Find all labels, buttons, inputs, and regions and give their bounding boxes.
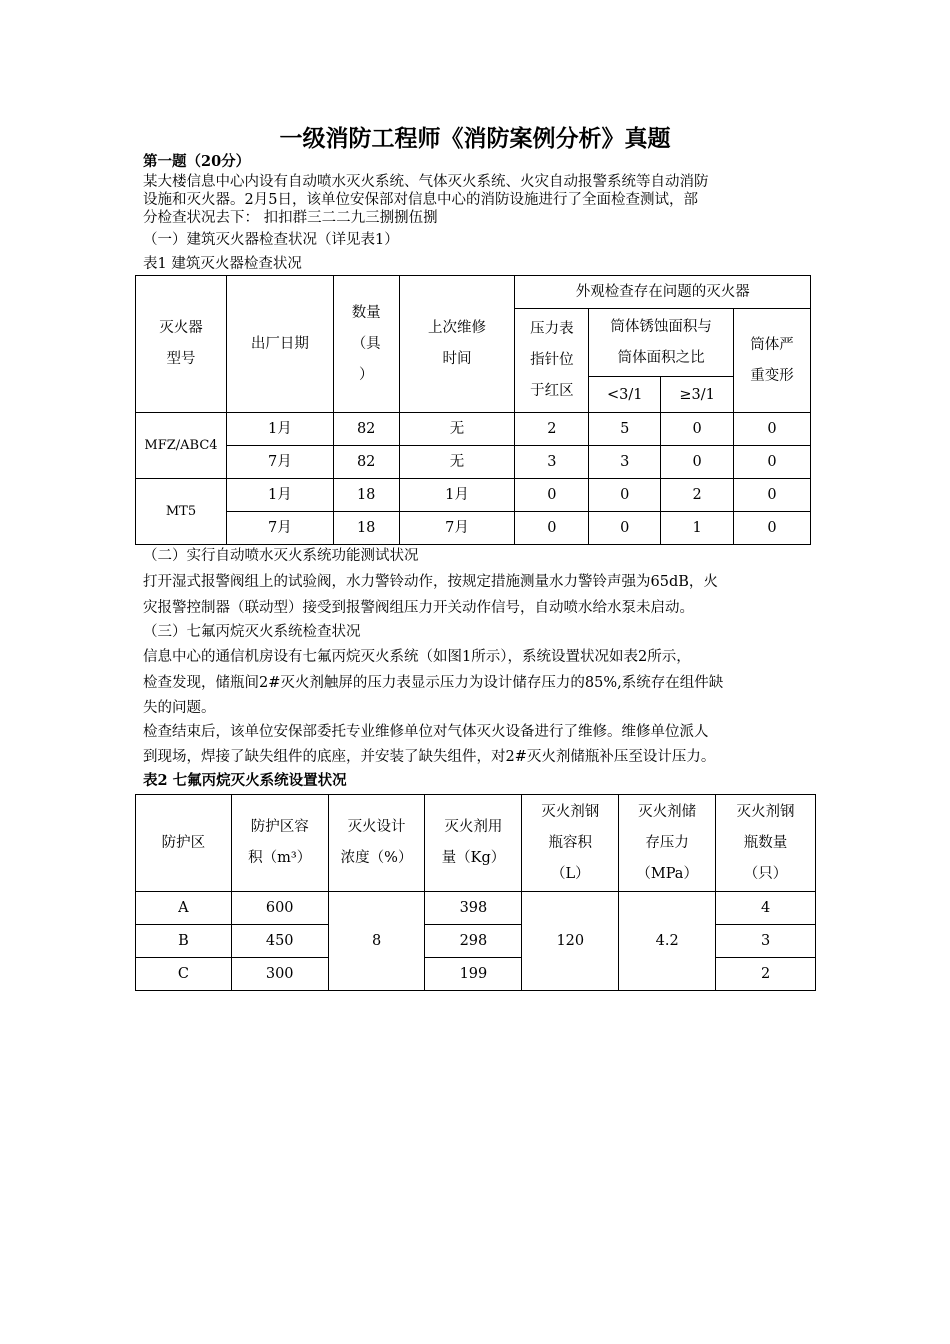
cell-pressure: 0 [515,479,589,512]
cell-deformation: 0 [734,413,811,446]
cell-volume: 600 [231,892,328,925]
cell-pressure: 0 [515,512,589,545]
header-bottle-volume: 灭火剂钢 瓶容积 （L） [522,795,619,892]
cell-zone: C [136,958,232,991]
cell-corrosion-lt: 3 [589,446,661,479]
cell-zone: B [136,925,232,958]
cell-agent-amount: 298 [425,925,522,958]
extinguisher-table [135,275,811,545]
cell-maintenance: 无 [399,413,515,446]
header-zone: 防护区 [136,795,232,892]
header-maintenance: 上次维修 时间 [399,276,515,413]
cell-agent-amount: 199 [425,958,522,991]
cell-deformation: 0 [734,512,811,545]
cell-bottle-volume: 120 [522,892,619,991]
cell-corrosion-ge: 2 [661,479,734,512]
cell-quantity: 18 [333,479,399,512]
cell-deformation: 0 [734,446,811,479]
table-caption: 表1 建筑灭火器检查状况 [143,256,302,272]
cell-quantity: 82 [333,446,399,479]
cell-bottle-count: 2 [716,958,816,991]
header-corrosion-ratio: 筒体锈蚀面积与 筒体面积之比 [589,309,734,377]
table-row [136,512,811,545]
table-row [136,892,816,925]
cell-bottle-count: 4 [716,892,816,925]
header-corrosion-ge: ≥3/1 [661,377,734,413]
cell-type: MT5 [136,479,227,545]
cell-zone: A [136,892,232,925]
header-corrosion-lt: <3/1 [589,377,661,413]
header-agent-amount: 灭火剂用 量（Kg） [425,795,522,892]
intro-line: 设施和灭火器。2月5日，该单位安保部对信息中心的消防设施进行了全面检查测试，部 [143,192,698,208]
cell-date: 1月 [226,479,333,512]
paragraph-line: 检查结束后，该单位安保部委托专业维修单位对气体灭火设备进行了维修。维修单位派人 [143,724,709,740]
header-volume: 防护区容 积（m³） [231,795,328,892]
cell-bottle-count: 3 [716,925,816,958]
header-type: 灭火器 型号 [136,276,227,413]
cell-type: MFZ/ABC4 [136,413,227,479]
cell-quantity: 18 [333,512,399,545]
section-heading: （一）建筑灭火器检查状况（详见表1） [143,232,399,248]
question-heading: 第一题（20分） [143,153,251,170]
cell-quantity: 82 [333,413,399,446]
cell-date: 7月 [226,512,333,545]
cell-maintenance: 1月 [399,479,515,512]
cell-maintenance: 7月 [399,512,515,545]
table-row [136,479,811,512]
cell-corrosion-lt: 0 [589,512,661,545]
header-deformation: 筒体严 重变形 [734,309,811,413]
cell-volume: 450 [231,925,328,958]
intro-line: 某大楼信息中心内设有自动喷水灭火系统、气体灭火系统、火灾自动报警系统等自动消防 [143,174,709,190]
intro-line: 分检查状况去下： 扣扣群三二二九三捌捌伍捌 [143,210,438,226]
header-inspection-group: 外观检查存在问题的灭火器 [515,276,811,309]
cell-date: 1月 [226,413,333,446]
header-date: 出厂日期 [226,276,333,413]
header-bottle-count: 灭火剂钢 瓶数量 （只） [716,795,816,892]
section-heading: （三）七氟丙烷灭火系统检查状况 [143,624,361,640]
paragraph-line: 信息中心的通信机房设有七氟丙烷灭火系统（如图1所示），系统设置状况如表2所示， [143,649,691,665]
paragraph-line: 打开湿式报警阀组上的试验阀，水力警铃动作，按规定措施测量水力警铃声强为65dB，火 [143,574,718,590]
cell-date: 7月 [226,446,333,479]
cell-deformation: 0 [734,479,811,512]
header-concentration: 灭火设计 浓度（%） [328,795,425,892]
table-row [136,446,811,479]
cell-storage-pressure: 4.2 [619,892,716,991]
section-heading: （二）实行自动喷水灭火系统功能测试状况 [143,548,419,564]
cell-pressure: 3 [515,446,589,479]
paragraph-line: 失的问题。 [143,700,216,716]
table-row [136,413,811,446]
cell-agent-amount: 398 [425,892,522,925]
cell-corrosion-ge: 0 [661,413,734,446]
cell-corrosion-lt: 0 [589,479,661,512]
cell-corrosion-ge: 0 [661,446,734,479]
cell-corrosion-lt: 5 [589,413,661,446]
cell-volume: 300 [231,958,328,991]
cell-corrosion-ge: 1 [661,512,734,545]
cell-pressure: 2 [515,413,589,446]
table-caption: 表2 七氟丙烷灭火系统设置状况 [143,772,347,789]
header-pressure-gauge: 压力表 指针位 于红区 [515,309,589,413]
header-quantity: 数量 （具 ） [333,276,399,413]
header-storage-pressure: 灭火剂储 存压力 （MPa） [619,795,716,892]
paragraph-line: 检查发现，储瓶间2#灭火剂触屏的压力表显示压力为设计储存压力的85%,系统存在组件缺 [143,675,724,691]
paragraph-line: 到现场，焊接了缺失组件的底座，并安装了缺失组件，对2#灭火剂储瓶补压至设计压力。 [143,749,716,765]
cell-concentration: 8 [328,892,425,991]
cell-maintenance: 无 [399,446,515,479]
page-title: 一级消防工程师《消防案例分析》真题 [279,125,671,152]
paragraph-line: 灾报警控制器（联动型）接受到报警阀组压力开关动作信号，自动喷水给水泵未启动。 [143,600,694,616]
heptafluoropropane-table [135,794,816,991]
